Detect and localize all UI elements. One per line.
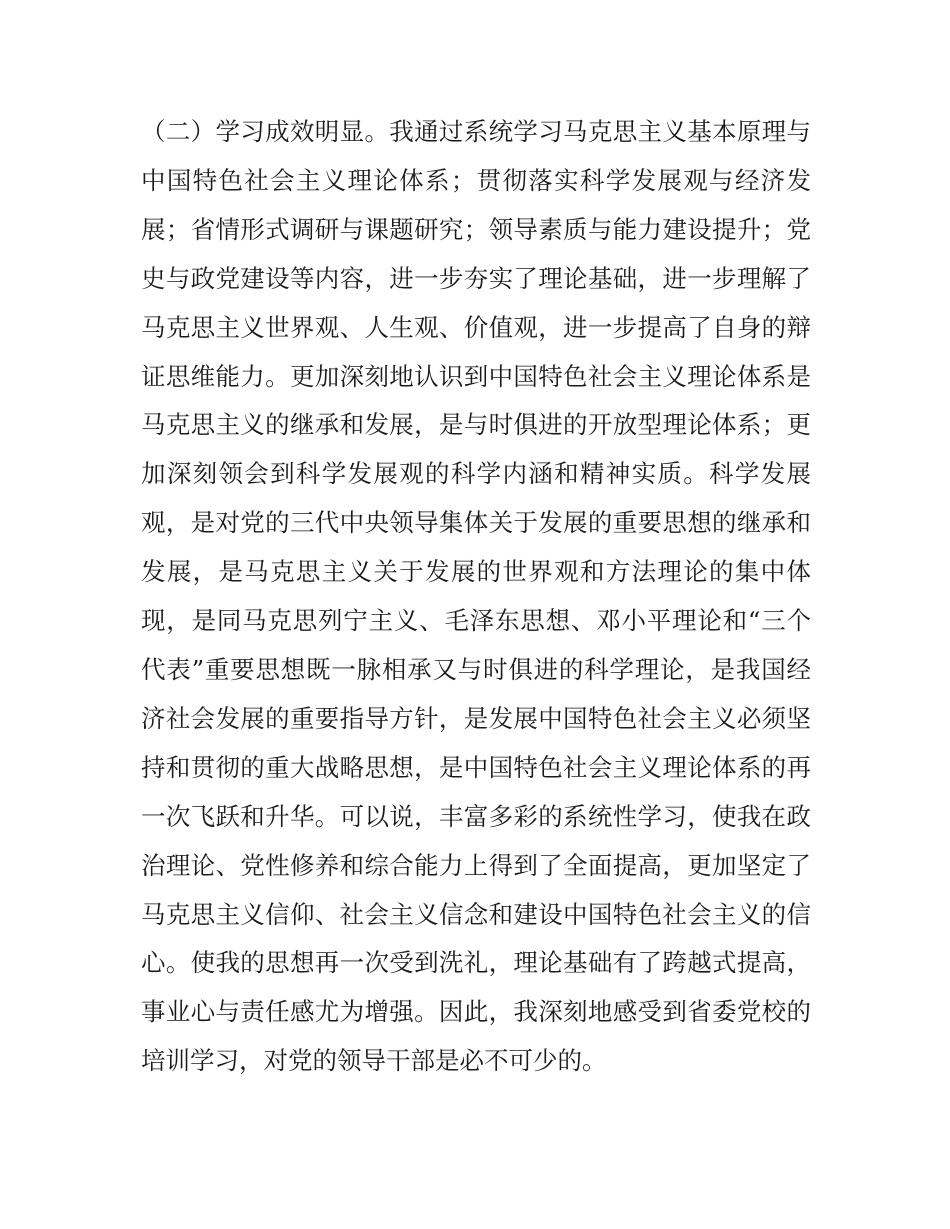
paragraph-line: 证思维能力。更加深刻地认识到中国特色社会主义理论体系是	[141, 361, 811, 391]
paragraph-line: 事业心与责任感尤为增强。因此，我深刻地感受到省委党校的	[141, 997, 811, 1027]
paragraph-line: 现，是同马克思列宁主义、毛泽东思想、邓小平理论和“三个	[141, 606, 811, 636]
paragraph-line: 持和贯彻的重大战略思想，是中国特色社会主义理论体系的再	[141, 752, 811, 782]
paragraph-line: 发展，是马克思主义关于发展的世界观和方法理论的集中体	[141, 557, 811, 587]
paragraph-line: 代表”重要思想既一脉相承又与时俱进的科学理论，是我国经	[141, 654, 811, 684]
body-paragraph	[141, 108, 811, 1086]
paragraph-line: 展；省情形式调研与课题研究；领导素质与能力建设提升；党	[141, 214, 811, 244]
paragraph-line: 史与政党建设等内容，进一步夯实了理论基础，进一步理解了	[141, 263, 811, 293]
paragraph-line: 治理论、党性修养和综合能力上得到了全面提高，更加坚定了	[141, 850, 811, 880]
paragraph-line: 马克思主义世界观、人生观、价值观，进一步提高了自身的辩	[141, 312, 811, 342]
paragraph-line: 培训学习，对党的领导干部是必不可少的。	[141, 1046, 607, 1076]
paragraph-line: 加深刻领会到科学发展观的科学内涵和精神实质。科学发展	[141, 459, 811, 489]
paragraph-line: 中国特色社会主义理论体系；贯彻落实科学发展观与经济发	[141, 165, 811, 195]
paragraph-line: 观，是对党的三代中央领导集体关于发展的重要思想的继承和	[141, 508, 811, 538]
paragraph-line: 一次飞跃和升华。可以说，丰富多彩的系统性学习，使我在政	[141, 801, 811, 831]
paragraph-line: 马克思主义的继承和发展，是与时俱进的开放型理论体系；更	[141, 410, 811, 440]
paragraph-line: （二）学习成效明显。我通过系统学习马克思主义基本原理与	[141, 117, 811, 146]
paragraph-line: 心。使我的思想再一次受到洗礼，理论基础有了跨越式提高，	[141, 948, 811, 978]
paragraph-line: 马克思主义信仰、社会主义信念和建设中国特色社会主义的信	[141, 899, 811, 929]
paragraph-line: 济社会发展的重要指导方针，是发展中国特色社会主义必须坚	[141, 703, 811, 733]
